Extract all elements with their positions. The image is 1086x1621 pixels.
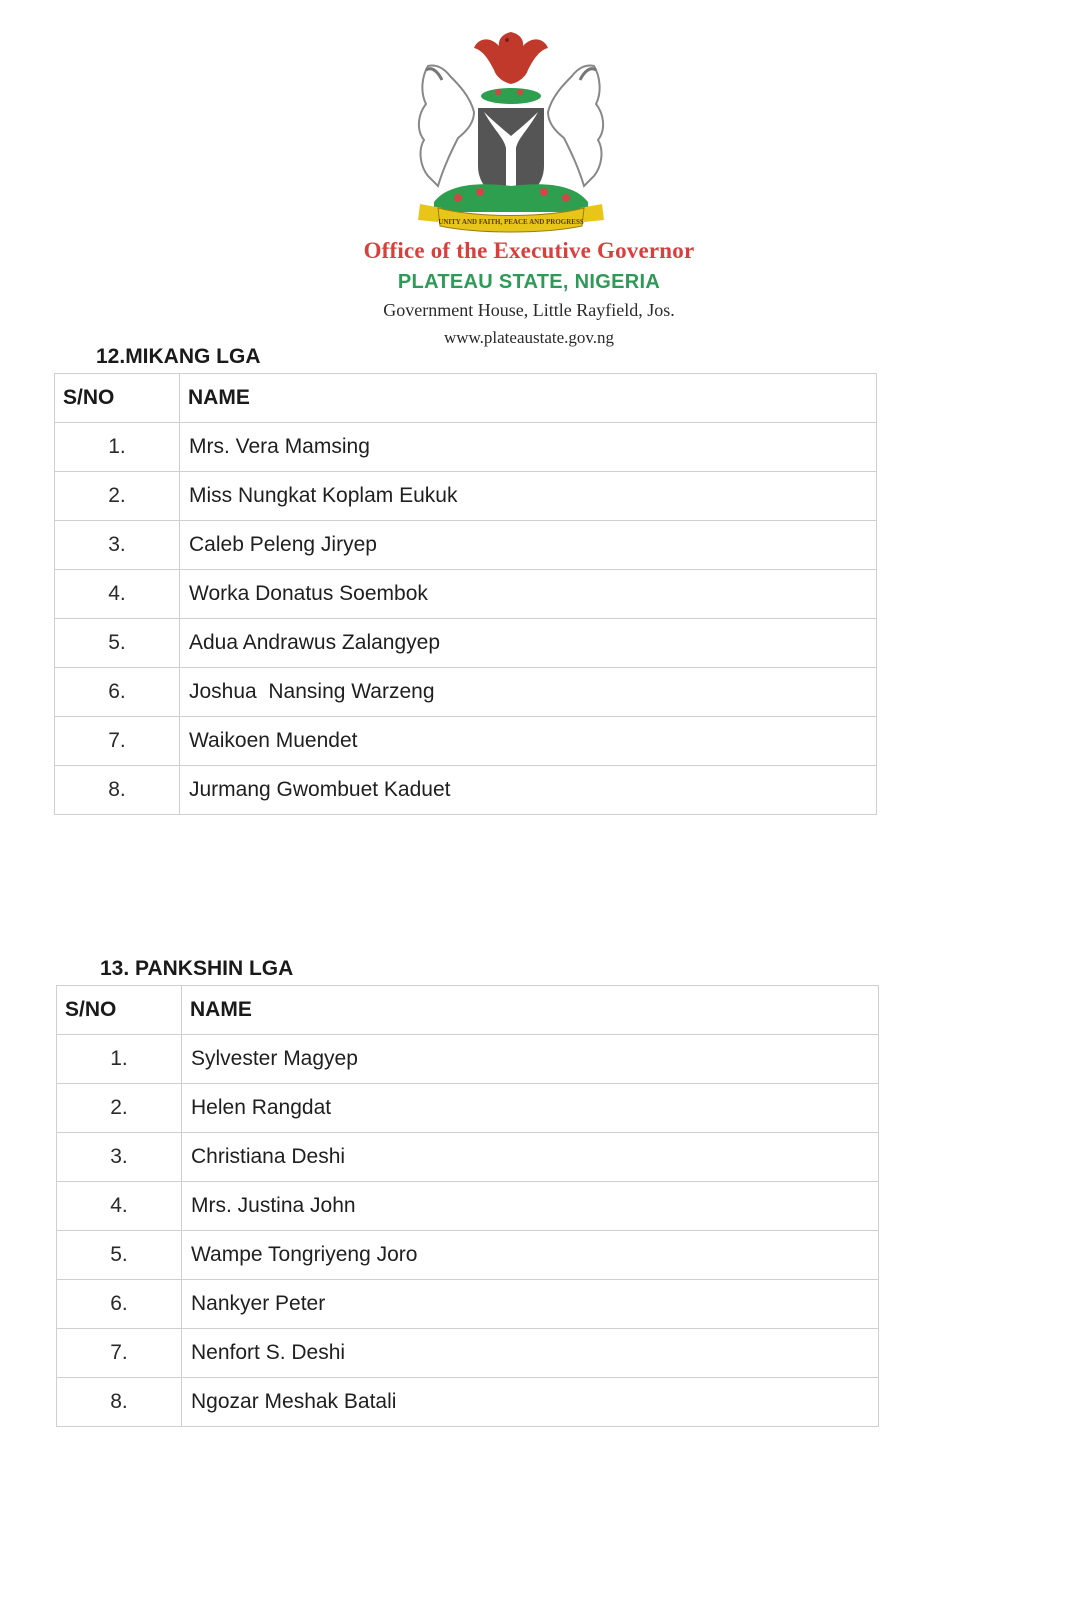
row-name: Ngozar Meshak Batali	[182, 1378, 879, 1427]
row-sno: 3.	[55, 521, 180, 570]
row-name: Worka Donatus Soembok	[180, 570, 877, 619]
row-name: Joshua Nansing Warzeng	[180, 668, 877, 717]
row-sno: 2.	[55, 472, 180, 521]
section-title-mikang: 12.MIKANG LGA	[96, 345, 261, 368]
table-row	[55, 521, 877, 570]
row-sno: 6.	[57, 1280, 182, 1329]
column-header-sno: S/NO	[55, 374, 180, 423]
table-row	[57, 1133, 879, 1182]
table-row	[55, 717, 877, 766]
table-row	[57, 1035, 879, 1084]
row-sno: 4.	[55, 570, 180, 619]
row-name: Caleb Peleng Jiryep	[180, 521, 877, 570]
table-row	[55, 619, 877, 668]
table-row	[55, 423, 877, 472]
row-sno: 6.	[55, 668, 180, 717]
row-name: Mrs. Justina John	[182, 1182, 879, 1231]
row-sno: 5.	[57, 1231, 182, 1280]
column-header-sno: S/NO	[57, 986, 182, 1035]
table-header-row	[55, 374, 877, 423]
table-row	[55, 668, 877, 717]
table-row	[57, 1084, 879, 1133]
row-sno: 7.	[55, 717, 180, 766]
office-title: Office of the Executive Governor	[363, 238, 695, 263]
row-sno: 8.	[55, 766, 180, 815]
table-row	[57, 1182, 879, 1231]
row-name: Adua Andrawus Zalangyep	[180, 619, 877, 668]
row-name: Christiana Deshi	[182, 1133, 879, 1182]
row-name: Nenfort S. Deshi	[182, 1329, 879, 1378]
row-sno: 4.	[57, 1182, 182, 1231]
website: www.plateaustate.gov.ng	[443, 328, 615, 347]
row-sno: 2.	[57, 1084, 182, 1133]
row-sno: 5.	[55, 619, 180, 668]
table-row	[55, 766, 877, 815]
row-sno: 3.	[57, 1133, 182, 1182]
row-sno: 8.	[57, 1378, 182, 1427]
row-name: Nankyer Peter	[182, 1280, 879, 1329]
row-name: Waikoen Muendet	[180, 717, 877, 766]
row-name: Mrs. Vera Mamsing	[180, 423, 877, 472]
row-name: Jurmang Gwombuet Kaduet	[180, 766, 877, 815]
column-header-name: NAME	[182, 986, 879, 1035]
column-header-name: NAME	[180, 374, 877, 423]
row-name: Sylvester Magyep	[182, 1035, 879, 1084]
section-title-pankshin: 13. PANKSHIN LGA	[100, 957, 294, 980]
pankshin-roster-table	[56, 985, 879, 1427]
row-sno: 7.	[57, 1329, 182, 1378]
table-row	[55, 570, 877, 619]
state-name: PLATEAU STATE, NIGERIA	[397, 271, 661, 293]
table-header-row	[57, 986, 879, 1035]
table-row	[55, 472, 877, 521]
mikang-roster-table	[54, 373, 877, 815]
table-row	[57, 1378, 879, 1427]
row-sno: 1.	[57, 1035, 182, 1084]
row-name: Helen Rangdat	[182, 1084, 879, 1133]
row-name: Wampe Tongriyeng Joro	[182, 1231, 879, 1280]
address: Government House, Little Rayfield, Jos.	[383, 300, 675, 320]
nigeria-coat-of-arms-icon	[398, 26, 624, 236]
table-row	[57, 1280, 879, 1329]
table-row	[57, 1329, 879, 1378]
table-row	[57, 1231, 879, 1280]
row-name: Miss Nungkat Koplam Eukuk	[180, 472, 877, 521]
motto-text: UNITY AND FAITH, PEACE AND PROGRESS	[438, 218, 584, 226]
row-sno: 1.	[55, 423, 180, 472]
